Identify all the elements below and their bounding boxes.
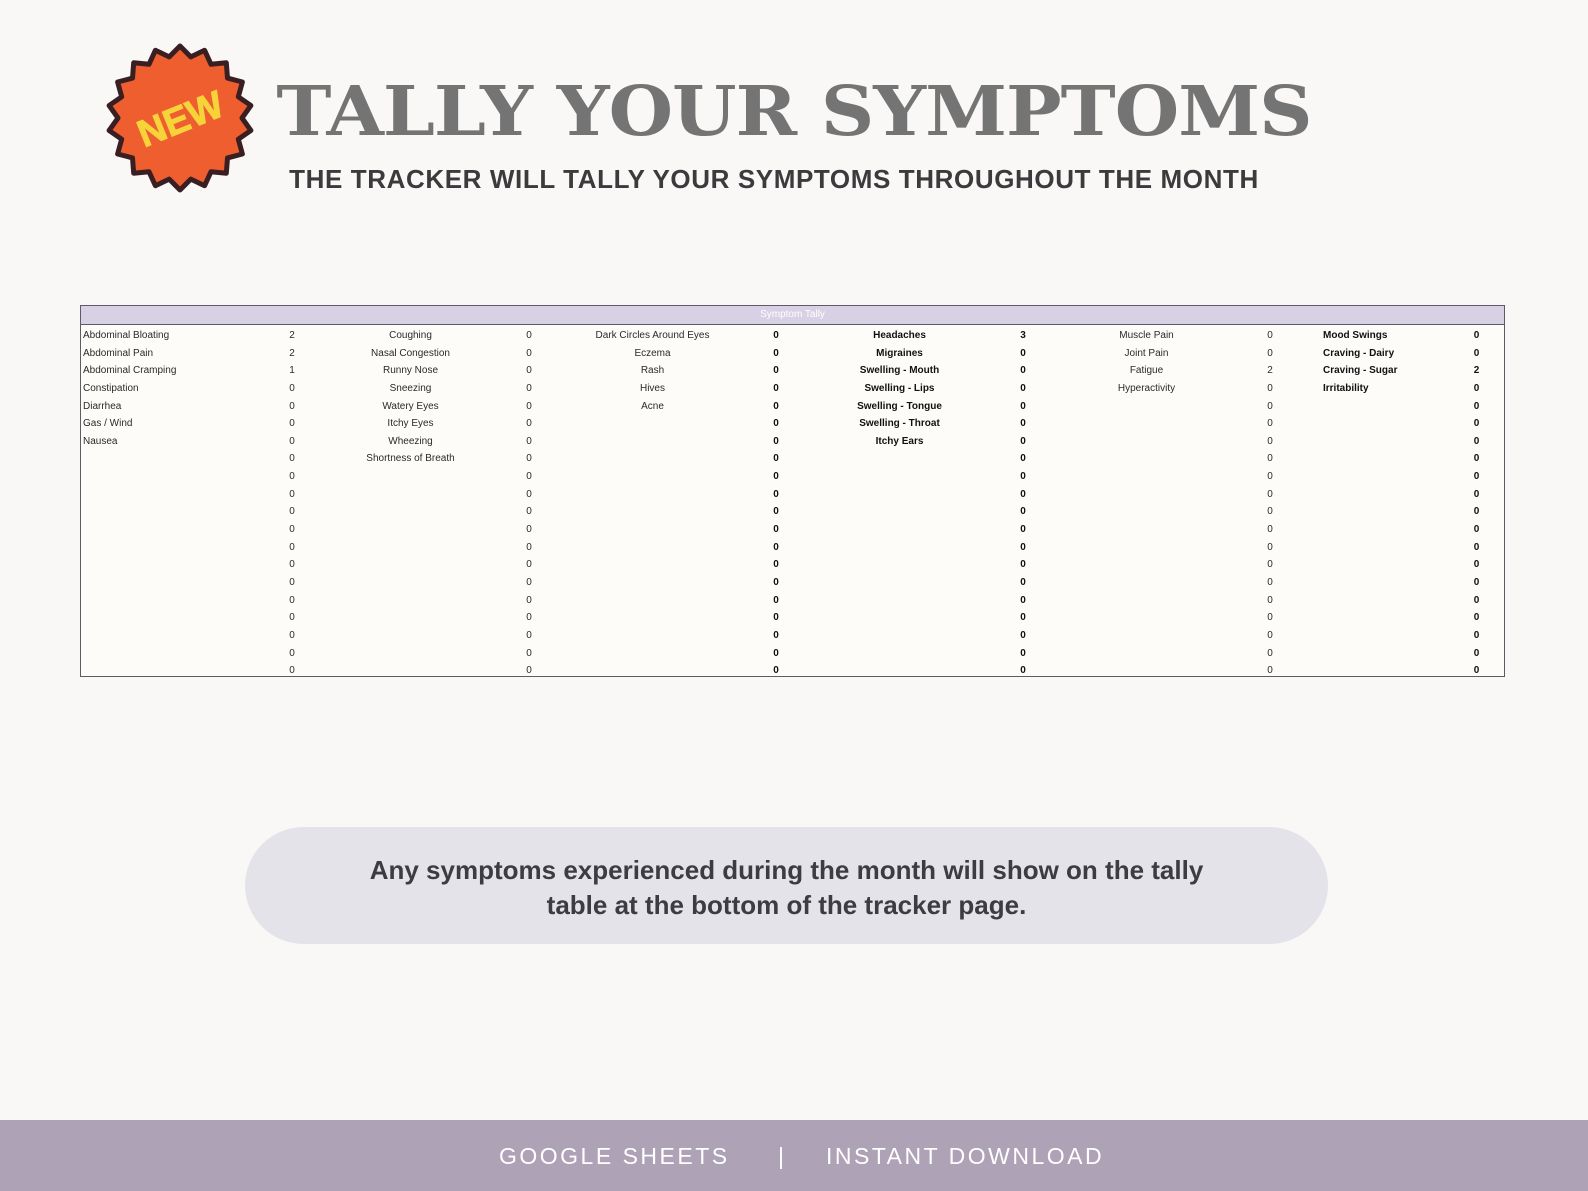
tally-symptom-count: 0 [526,453,532,465]
tally-symptom-count: 0 [773,347,779,359]
tally-symptom-count: 0 [1473,435,1480,447]
tally-symptom-name: Swelling - Tongue [857,400,942,412]
callout-line-2: table at the bottom of the tracker page. [546,890,1027,920]
tally-symptom-count: 0 [1267,524,1273,536]
tally-symptom-count: 2 [1267,365,1273,377]
tally-symptom-name [580,433,725,451]
tally-symptom-name [343,486,478,504]
tally-symptom-name [1321,486,1443,504]
tally-symptom-count: 0 [1267,629,1273,641]
tally-symptom-count: 2 [1473,365,1480,377]
tally-symptom-name [1074,609,1219,627]
tally-symptom-count: 0 [1473,665,1480,677]
tally-symptom-count: 0 [289,629,295,641]
tally-symptom-count: 0 [289,524,295,536]
tally-symptom-count: 0 [1473,524,1480,536]
tally-symptom-name [1074,645,1219,663]
tally-symptom-count: 0 [289,647,295,659]
footer-instant-download: INSTANT DOWNLOAD [826,1143,1105,1169]
tally-symptom-count: 0 [773,647,779,659]
tally-symptom-name [1074,539,1219,557]
tally-symptom-name: Watery Eyes [382,400,439,412]
tally-symptom-count: 0 [526,524,532,536]
page-subtitle: THE TRACKER WILL TALLY YOUR SYMPTOMS THROUGHOUT THE MONTH [289,164,1259,194]
tally-symptom-name [81,468,241,486]
tally-symptom-count: 0 [1267,506,1273,518]
tally-symptom-name [827,662,972,680]
tally-symptom-count: 0 [773,488,779,500]
tally-symptom-name [1321,662,1443,680]
tally-symptom-name [1074,574,1219,592]
tally-symptom-count: 2 [289,330,295,341]
tally-symptom-name: Nasal Congestion [371,347,450,359]
tally-symptom-count: 0 [1267,382,1273,394]
tally-symptom-name [343,503,478,521]
tally-symptom-count: 0 [1020,541,1026,553]
tally-symptom-count: 0 [289,488,295,500]
tally-symptom-name [1321,468,1443,486]
tally-symptom-count: 0 [773,453,779,465]
tally-symptom-count: 0 [1267,400,1273,412]
tally-symptom-name [343,662,478,680]
tally-symptom-name: Runny Nose [382,365,439,377]
tally-symptom-name [580,662,725,680]
tally-symptom-count: 0 [1473,576,1480,588]
tally-symptom-count: 0 [526,647,532,659]
tally-symptom-count: 0 [289,559,295,571]
tally-symptom-count: 0 [1020,665,1026,677]
tally-symptom-name [343,468,478,486]
tally-symptom-name: Mood Swings [1323,330,1388,341]
tally-symptom-name: Diarrhea [83,400,122,412]
tally-symptom-name [580,415,725,433]
tally-symptom-name [343,574,478,592]
tally-symptom-count: 0 [1267,665,1273,677]
tally-symptom-count: 0 [526,665,532,677]
tally-symptom-count: 0 [1020,488,1026,500]
tally-symptom-count: 0 [526,435,532,447]
tally-symptom-name [1074,486,1219,504]
tally-symptom-name [827,521,972,539]
tally-symptom-name [81,627,241,645]
tally-symptom-count: 0 [1267,559,1273,571]
tally-symptom-name [343,645,478,663]
tally-symptom-name [1074,662,1219,680]
tally-symptom-count: 0 [773,541,779,553]
tally-symptom-name [1074,450,1219,468]
tally-symptom-count: 0 [1020,629,1026,641]
tally-symptom-name: Fatigue [1129,365,1164,377]
tally-symptom-count: 0 [1267,541,1273,553]
tally-symptom-count: 0 [773,330,779,341]
page-title: TALLY YOUR SYMPTOMS [276,72,1312,152]
tally-symptom-count: 0 [526,365,532,377]
tally-symptom-name [1074,592,1219,610]
tally-symptom-name: Migraines [876,347,923,359]
tally-symptom-name: Coughing [389,330,432,341]
tally-symptom-name [580,592,725,610]
tally-symptom-name: Shortness of Breath [366,453,455,465]
tally-symptom-count: 0 [1020,576,1026,588]
tally-symptom-name [1074,521,1219,539]
tally-symptom-name [1074,556,1219,574]
tally-symptom-name: Acne [641,400,664,412]
tally-symptom-count: 0 [289,506,295,518]
tally-symptom-name [827,645,972,663]
tally-symptom-name: Wheezing [388,435,433,447]
tally-symptom-name [1321,433,1443,451]
tally-symptom-count: 0 [773,559,779,571]
tally-symptom-name: Itchy Eyes [387,418,434,430]
tally-symptom-count: 0 [1473,629,1480,641]
tally-symptom-count: 0 [1473,418,1480,430]
tally-symptom-name [1321,415,1443,433]
callout-text [285,853,1288,923]
tally-symptom-name [827,486,972,504]
tally-symptom-name [81,486,241,504]
tally-symptom-count: 0 [1267,471,1273,483]
tally-symptom-name [580,556,725,574]
tally-symptom-name [1321,556,1443,574]
tally-symptom-name: Rash [640,365,665,377]
tally-symptom-count: 0 [1020,524,1026,536]
tally-symptom-count: 0 [526,576,532,588]
tally-symptom-count: 0 [526,330,532,341]
tally-symptom-name: Itchy Ears [875,435,924,447]
tally-symptom-count: 0 [1473,612,1480,624]
info-callout [245,827,1328,944]
tally-symptom-name [1074,627,1219,645]
tally-symptom-count: 0 [1020,365,1026,377]
tally-symptom-name [580,468,725,486]
tally-symptom-name [81,503,241,521]
tally-symptom-count: 0 [773,435,779,447]
tally-symptom-count: 0 [1267,594,1273,606]
tally-symptom-count: 0 [1267,612,1273,624]
tally-symptom-name: Abdominal Bloating [83,330,170,341]
tally-symptom-count: 0 [1020,435,1026,447]
tally-symptom-name: Abdominal Cramping [83,365,177,377]
tally-symptom-count: 0 [773,612,779,624]
tally-symptom-name [580,609,725,627]
tally-symptom-name [580,574,725,592]
tally-symptom-name [81,539,241,557]
badge-label: NEW [131,83,230,156]
tally-symptom-count: 0 [526,418,532,430]
tally-symptom-name [580,645,725,663]
tally-symptom-name [827,503,972,521]
tally-symptom-name: Sneezing [389,382,432,394]
tally-symptom-name: Craving - Dairy [1323,347,1395,359]
tally-symptom-count: 0 [1267,347,1273,359]
tally-symptom-name [1074,415,1219,433]
tally-symptom-name [1074,433,1219,451]
new-badge [104,42,256,194]
tally-symptom-name [1321,539,1443,557]
tally-symptom-count: 0 [289,471,295,483]
tally-symptom-name: Swelling - Throat [859,418,940,430]
tally-symptom-count: 0 [1020,471,1026,483]
tally-symptom-name [1321,645,1443,663]
tally-symptom-count: 0 [526,594,532,606]
tally-symptom-name [827,592,972,610]
tally-symptom-count: 0 [1473,488,1480,500]
tally-symptom-name [827,539,972,557]
tally-symptom-name [343,521,478,539]
tally-symptom-count: 0 [1473,647,1480,659]
tally-symptom-count: 0 [773,365,779,377]
tally-symptom-name: Craving - Sugar [1323,365,1398,377]
tally-symptom-count: 0 [1267,418,1273,430]
tally-symptom-count: 0 [526,471,532,483]
tally-symptom-name [1321,592,1443,610]
tally-symptom-name: Swelling - Lips [864,382,935,394]
tally-symptom-count: 0 [526,629,532,641]
tally-symptom-count: 0 [289,418,295,430]
tally-symptom-name: Swelling - Mouth [859,365,940,377]
tally-symptom-name [81,574,241,592]
tally-symptom-name: Headaches [873,330,926,341]
footer-separator: | [778,1143,784,1169]
tally-symptom-name [81,521,241,539]
tally-symptom-name: Dark Circles Around Eyes [595,330,710,341]
tally-symptom-name [580,486,725,504]
tally-symptom-count: 0 [289,612,295,624]
tally-symptom-name [827,556,972,574]
tally-symptom-count: 0 [1473,471,1480,483]
tally-symptom-name [343,539,478,557]
tally-symptom-count: 0 [1020,347,1026,359]
tally-symptom-name [580,450,725,468]
tally-symptom-name [1074,468,1219,486]
tally-symptom-count: 0 [289,435,295,447]
tally-symptom-count: 0 [773,418,779,430]
tally-symptom-count: 0 [526,541,532,553]
tally-symptom-name [81,592,241,610]
tally-symptom-count: 0 [1473,347,1480,359]
tally-symptom-count: 2 [289,347,295,359]
tally-symptom-name [81,662,241,680]
tally-symptom-name [827,574,972,592]
tally-header: Symptom Tally [81,306,1504,325]
symptom-tally-table [80,305,1505,677]
tally-symptom-name: Nausea [83,435,118,447]
tally-symptom-count: 0 [1473,453,1480,465]
tally-symptom-count: 0 [289,594,295,606]
tally-symptom-count: 0 [1267,647,1273,659]
tally-symptom-count: 0 [526,382,532,394]
tally-symptom-count: 0 [773,665,779,677]
tally-symptom-name [81,450,241,468]
tally-symptom-name: Irritability [1323,382,1369,394]
tally-symptom-name [81,609,241,627]
tally-symptom-name [81,645,241,663]
tally-symptom-name: Joint Pain [1124,347,1169,359]
tally-symptom-name: Eczema [634,347,671,359]
tally-symptom-name: Abdominal Pain [83,347,154,359]
tally-symptom-count: 0 [1020,506,1026,518]
tally-symptom-name [827,468,972,486]
tally-symptom-count: 0 [1267,453,1273,465]
tally-symptom-count: 0 [1473,330,1480,341]
tally-symptom-count: 0 [773,594,779,606]
tally-symptom-name [827,627,972,645]
tally-symptom-name: Gas / Wind [83,418,133,430]
tally-symptom-name: Hives [639,382,665,394]
tally-symptom-count: 0 [526,506,532,518]
callout-line-1: Any symptoms experienced during the month will show on the tally [369,855,1204,885]
tally-symptom-name [1321,398,1443,416]
tally-symptom-count: 0 [1473,400,1480,412]
tally-symptom-count: 0 [1473,506,1480,518]
tally-symptom-count: 0 [773,400,779,412]
tally-symptom-name [827,450,972,468]
tally-symptom-count: 0 [1267,576,1273,588]
tally-symptom-name [343,592,478,610]
tally-symptom-count: 0 [526,400,532,412]
tally-symptom-name [580,521,725,539]
tally-symptom-name: Muscle Pain [1119,330,1174,341]
tally-symptom-name [1321,609,1443,627]
footer-google-sheets: GOOGLE SHEETS [499,1143,730,1169]
tally-symptom-count: 0 [773,576,779,588]
tally-symptom-name [343,627,478,645]
tally-symptom-count: 0 [1267,488,1273,500]
tally-symptom-count: 1 [289,365,295,377]
tally-symptom-name [580,627,725,645]
tally-grid [81,325,1504,680]
tally-symptom-name [827,609,972,627]
tally-symptom-name [580,539,725,557]
tally-symptom-count: 0 [526,559,532,571]
tally-symptom-name [1074,398,1219,416]
tally-symptom-count: 3 [1020,330,1026,341]
tally-symptom-name [1321,521,1443,539]
tally-symptom-name [1321,450,1443,468]
tally-symptom-count: 0 [526,612,532,624]
tally-symptom-count: 0 [1020,612,1026,624]
tally-symptom-count: 0 [773,471,779,483]
tally-symptom-count: 0 [1473,541,1480,553]
tally-symptom-count: 0 [773,524,779,536]
tally-symptom-count: 0 [1473,594,1480,606]
tally-symptom-count: 0 [1020,418,1026,430]
tally-symptom-count: 0 [1020,382,1026,394]
tally-symptom-count: 0 [1020,647,1026,659]
tally-symptom-name [1321,503,1443,521]
tally-symptom-count: 0 [289,453,295,465]
footer-bar [0,1120,1588,1191]
tally-symptom-count: 0 [1020,453,1026,465]
tally-symptom-count: 0 [1473,382,1480,394]
tally-symptom-name [343,609,478,627]
tally-symptom-count: 0 [773,629,779,641]
tally-symptom-count: 0 [773,506,779,518]
tally-symptom-count: 0 [1267,330,1273,341]
tally-symptom-name [1321,627,1443,645]
tally-symptom-count: 0 [289,400,295,412]
tally-symptom-count: 0 [1473,559,1480,571]
tally-symptom-count: 0 [773,382,779,394]
tally-symptom-name: Constipation [83,382,139,394]
tally-symptom-name [1321,574,1443,592]
tally-symptom-count: 0 [1020,594,1026,606]
tally-symptom-name: Hyperactivity [1117,382,1176,394]
tally-symptom-name [580,503,725,521]
tally-symptom-count: 0 [289,541,295,553]
tally-symptom-count: 0 [526,488,532,500]
tally-symptom-count: 0 [289,576,295,588]
tally-symptom-name [1074,503,1219,521]
tally-symptom-name [343,556,478,574]
tally-symptom-count: 0 [1267,435,1273,447]
tally-symptom-count: 0 [1020,559,1026,571]
tally-symptom-count: 0 [289,382,295,394]
tally-symptom-count: 0 [526,347,532,359]
tally-symptom-count: 0 [289,665,295,677]
tally-symptom-name [81,556,241,574]
tally-symptom-count: 0 [1020,400,1026,412]
